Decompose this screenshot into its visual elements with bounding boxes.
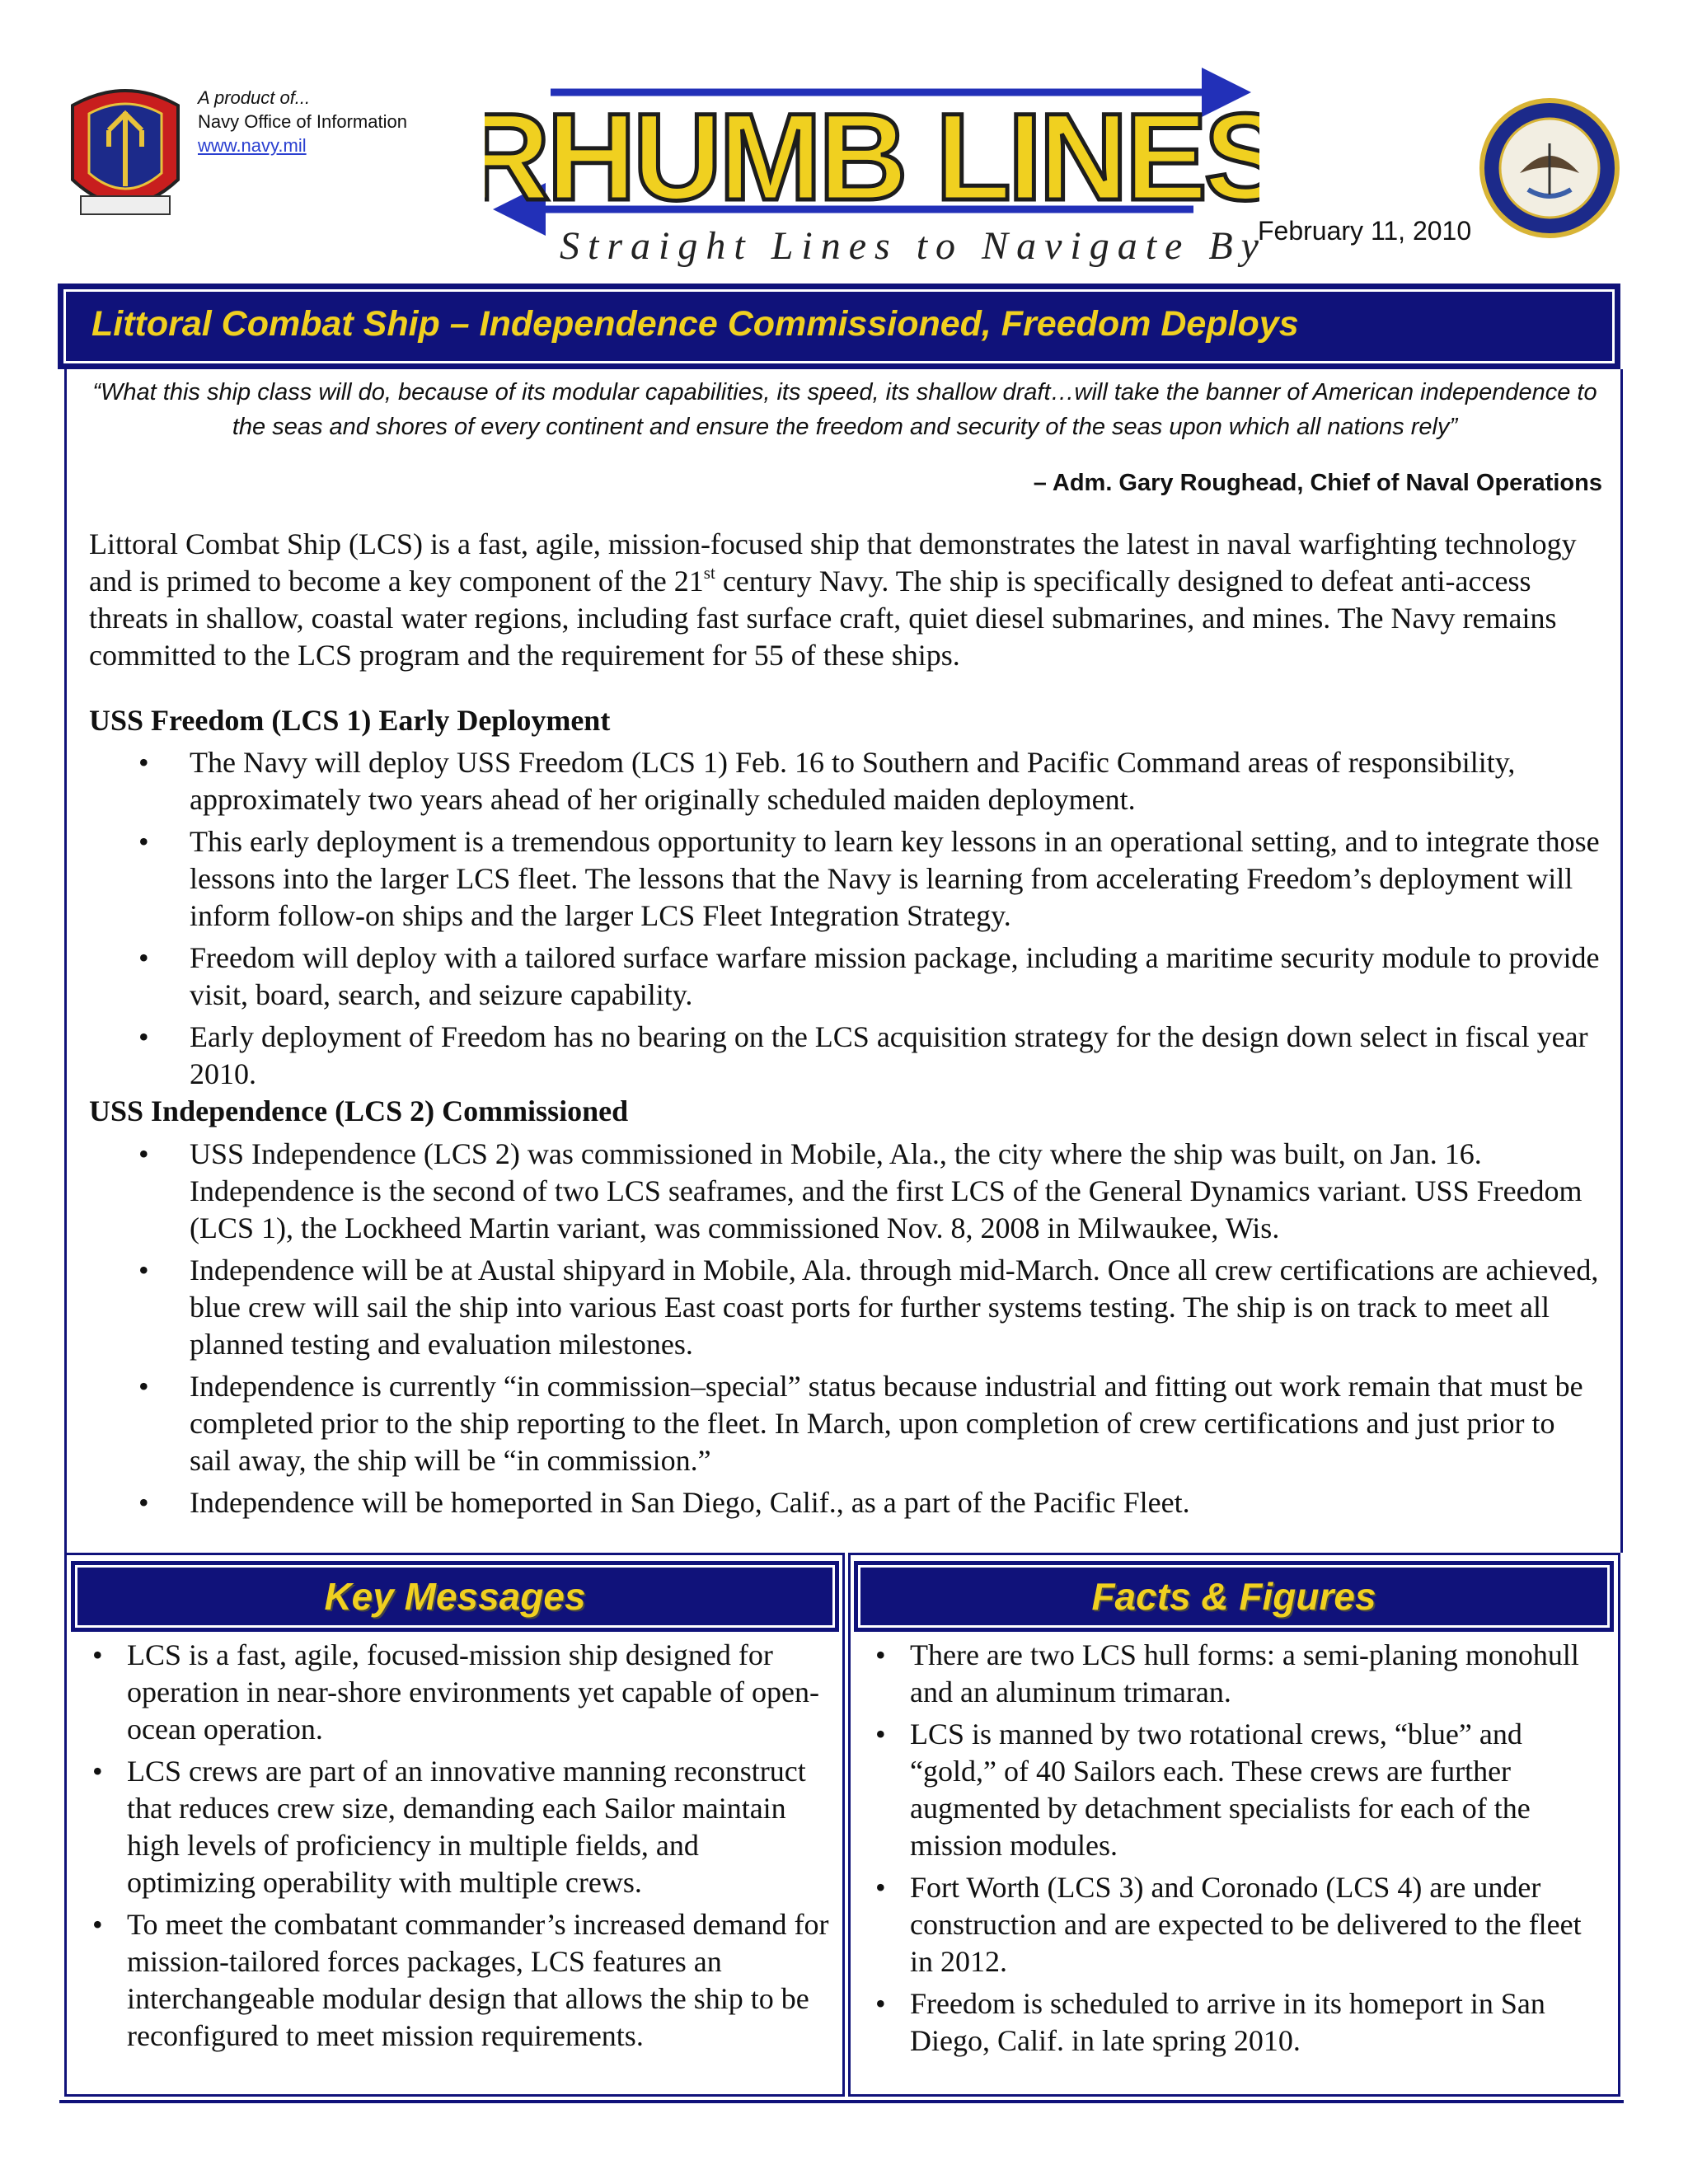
list-item: • To meet the combatant commander’s increased demand for mission-tailored forces packages, LCS features an interchangeable modular design that allows the ship to be reconfigured to meet mission requirements. [74,1906,831,2055]
publication-date: February 11, 2010 [1258,216,1472,246]
product-tagline: A product of... [198,87,311,108]
list-item: • Independence will be at Austal shipyard in Mobile, Ala. through mid-March. Once all crew certifications are achieved, blue crew will sail the ship into various East coast ports for further systems testing. The ship is on track to meet all planned testing and evaluation milestones. [89,1252,1602,1363]
summary-column-divider [842,1553,851,2097]
list-item: • LCS crews are part of an innovative manning reconstruct that reduces crew size, demanding each Sailor maintain high levels of proficiency in multiple fields, and optimizing operability with multiple crews. [74,1753,831,1901]
publisher-name: Navy Office of Information [198,111,407,132]
quote-attribution: – Adm. Gary Roughead, Chief of Naval Operations [1033,470,1602,496]
list-item: • Independence will be homeported in San Diego, Calif., as a part of the Pacific Fleet. [89,1484,1602,1521]
department-of-navy-seal-icon [1479,97,1620,239]
bottom-rule [59,2100,1624,2103]
list-item: • Fort Worth (LCS 3) and Coronado (LCS 4) are under construction and are expected to be delivered to the fleet in 2012. [857,1869,1609,1980]
list-item: • Freedom is scheduled to arrive in its homeport in San Diego, Calif. in late spring 2010. [857,1985,1609,2060]
headline: Littoral Combat Ship – Independence Commissioned, Freedom Deploys [91,304,1299,344]
intro-paragraph [89,526,1599,674]
intro-superscript: st [703,563,715,583]
navy-website-link[interactable]: www.navy.mil [198,135,307,156]
list-item: • The Navy will deploy USS Freedom (LCS 1) Feb. 16 to Southern and Pacific Command areas of responsibility, approximately two years ahead of her originally scheduled maiden deployment. [89,744,1602,818]
facts-figures-heading: Facts & Figures [854,1561,1614,1632]
headline-banner [58,284,1620,369]
section-heading-independence: USS Independence (LCS 2) Commissioned [89,1094,629,1127]
list-item: • USS Independence (LCS 2) was commissioned in Mobile, Ala., the city where the ship was built, on Jan. 16. Independence is the second of two LCS seaframes, and the first LCS of the General Dynamics variant. USS Freedom (LCS 1), the Lockheed Martin variant, was commissioned Nov. 8, 2008 in Milwaukee, Wis. [89,1136,1602,1247]
freedom-bullet-list [89,744,1602,1098]
navy-office-crest-icon [64,81,186,226]
key-messages-heading: Key Messages [71,1561,839,1632]
list-item: • LCS is a fast, agile, focused-mission ship designed for operation in near-shore environments yet capable of open-ocean operation. [74,1637,831,1748]
article-frame-left [64,369,67,1553]
independence-bullet-list [89,1136,1602,1526]
logo-wordmark: RHUMB LINES [485,87,1259,226]
list-item: • Independence is currently “in commission–special” status because industrial and fitting out work remain that must be completed prior to the ship reporting to the fleet. In March, upon completion of crew certifications and just prior to sail away, the ship will be “in commission.” [89,1368,1602,1479]
section-heading-freedom: USS Freedom (LCS 1) Early Deployment [89,704,611,737]
article-frame-right [1620,369,1623,1553]
list-item: • This early deployment is a tremendous opportunity to learn key lessons in an operational setting, and to integrate those lessons into the larger LCS fleet. The lessons that the Navy is learning from accelerating Freedom’s deployment will inform follow-on ships and the larger LCS Fleet Integration Strategy. [89,823,1602,935]
publisher-block [198,86,407,157]
rhumb-lines-logo [485,59,1259,275]
intro-text-part1: Littoral Combat Ship (LCS) is a fast, agile, mission-focused ship that demonstrates the latest in naval warfighting technology and is primed to become a key component of the 21 [89,527,1577,598]
facts-figures-list [857,1637,1609,2064]
list-item: • There are two LCS hull forms: a semi-planing monohull and an aluminum trimaran. [857,1637,1609,1711]
list-item: • Freedom will deploy with a tailored surface warfare mission package, including a maritime security module to provide visit, board, search, and seizure capability. [89,940,1602,1014]
list-item: • LCS is manned by two rotational crews, “blue” and “gold,” of 40 Sailors each. These crews are further augmented by detachment specialists for each of the mission modules. [857,1716,1609,1864]
cno-quote: “What this ship class will do, because of its modular capabilities, its speed, its shallow draft…will take the banner of American independence to the seas and shores of every continent and ensure the freedom and security of the seas upon which all nations rely” [92,379,1597,440]
logo-subtitle: Straight Lines to Navigate By [560,224,1259,268]
intro-text-part2: century Navy. The ship is specifically designed to defeat anti-access threats in shallow, coastal water regions, including fast surface craft, quiet diesel submarines, and mines. The Navy remains committed to the LCS program and the requirement for 55 of these ships. [89,565,1557,672]
key-messages-list [74,1637,831,2060]
list-item: • Early deployment of Freedom has no bearing on the LCS acquisition strategy for the design down select in fiscal year 2010. [89,1019,1602,1093]
